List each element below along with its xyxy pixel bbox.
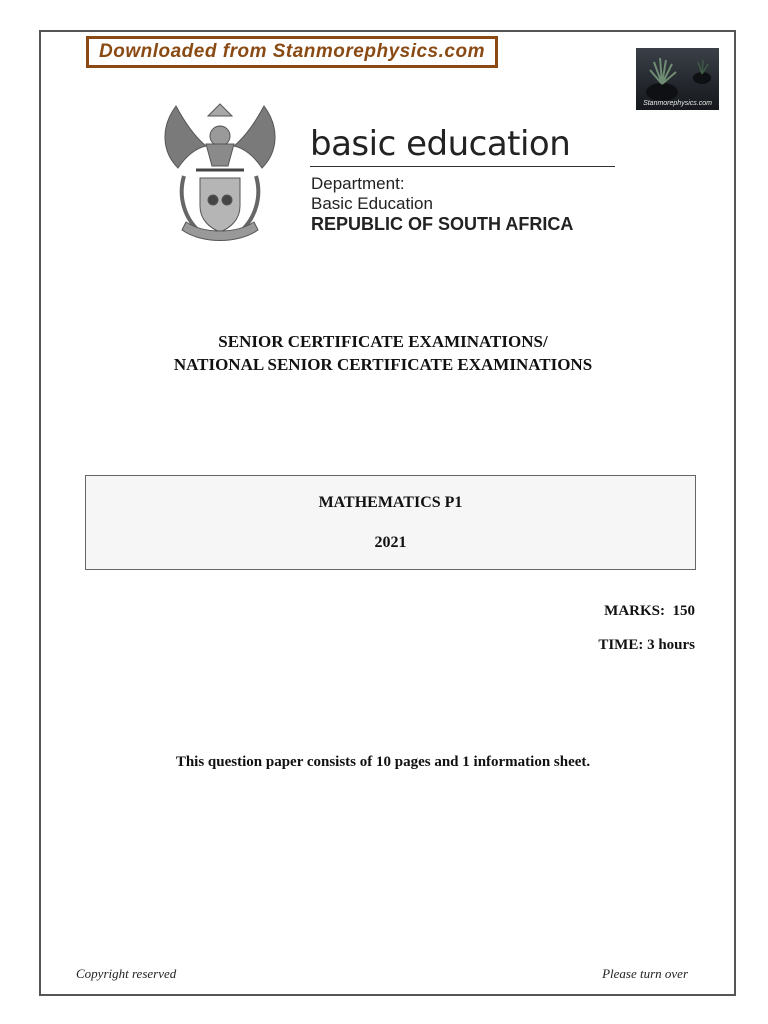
subject-box <box>85 475 696 570</box>
subject-year: 2021 <box>374 534 407 551</box>
marks-label: MARKS: 150 <box>604 603 695 619</box>
site-thumbnail[interactable] <box>636 48 719 110</box>
country-name: REPUBLIC OF SOUTH AFRICA <box>311 214 574 234</box>
exam-heading-line1: SENIOR CERTIFICATE EXAMINATIONS/ <box>218 332 548 351</box>
footer-turn-over: Please turn over <box>602 966 688 981</box>
department-label: Department: <box>311 174 405 193</box>
subject-name: MATHEMATICS P1 <box>318 494 463 511</box>
pages-note: This question paper consists of 10 pages and 1 information sheet. <box>175 754 591 770</box>
exam-heading-line2: NATIONAL SENIOR CERTIFICATE EXAMINATIONS <box>173 355 593 374</box>
brand-title: basic education <box>310 124 571 164</box>
thumbnail-caption: Stanmorephysics.com <box>643 100 712 107</box>
brand-divider <box>310 166 615 167</box>
time-label: TIME: 3 hours <box>598 637 695 653</box>
coat-of-arms-icon <box>156 96 284 246</box>
footer-copyright: Copyright reserved <box>76 966 177 981</box>
download-banner[interactable]: Downloaded from Stanmorephysics.com <box>86 36 498 68</box>
department-name: Basic Education <box>311 194 433 213</box>
